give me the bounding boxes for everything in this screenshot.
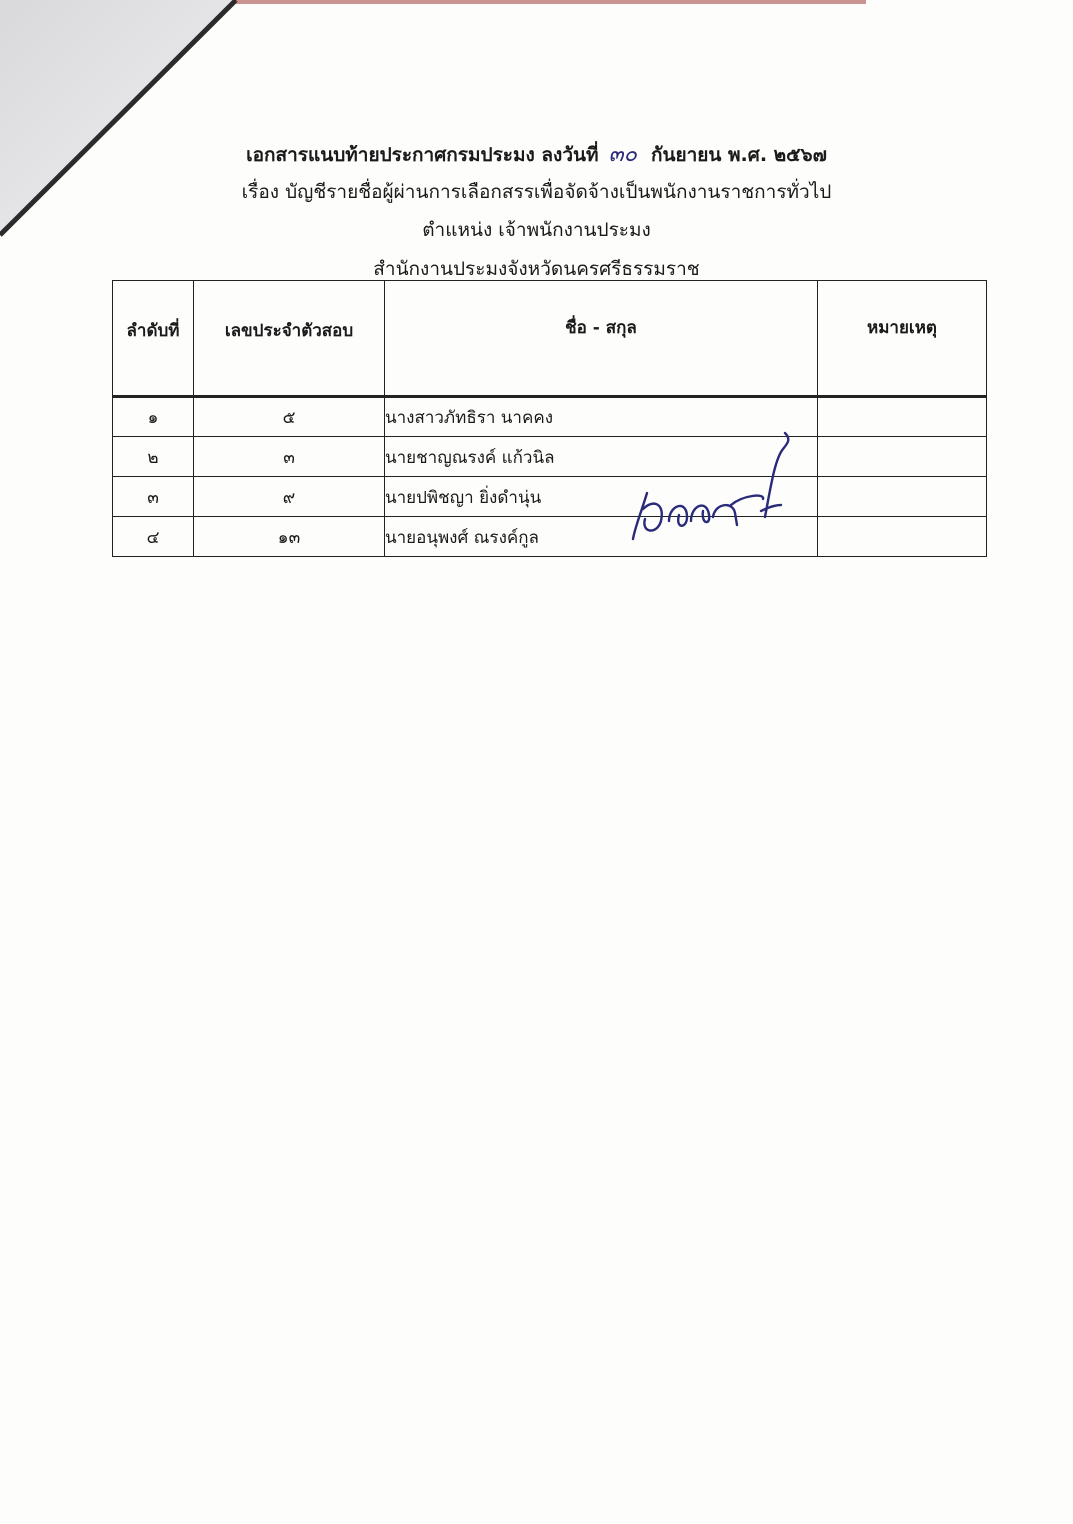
cell-exam-id: ๙ bbox=[194, 477, 385, 517]
cell-note bbox=[818, 517, 987, 557]
cell-exam-id: ๓ bbox=[194, 437, 385, 477]
col-header-order: ลำดับที่ bbox=[113, 281, 194, 397]
handwritten-day: ๓๐ bbox=[608, 142, 637, 167]
table-header-row bbox=[113, 281, 987, 397]
table-row bbox=[113, 397, 987, 437]
cell-order: ๒ bbox=[113, 437, 194, 477]
table-row bbox=[113, 517, 987, 557]
cell-order: ๓ bbox=[113, 477, 194, 517]
cell-order: ๔ bbox=[113, 517, 194, 557]
paper-top-edge bbox=[236, 0, 866, 4]
cell-name: นายชาญณรงค์ แก้วนิล bbox=[385, 437, 818, 477]
doc-subject: เรื่อง บัญชีรายชื่อผู้ผ่านการเลือกสรรเพื่อจัดจ้างเป็นพนักงานราชการทั่วไป bbox=[241, 181, 832, 203]
table-row bbox=[113, 437, 987, 477]
cell-name: นายอนุพงศ์ ณรงค์กูล bbox=[385, 517, 818, 557]
table-row bbox=[113, 477, 987, 517]
cell-note bbox=[818, 437, 987, 477]
col-header-exam-id: เลขประจำตัวสอบ bbox=[194, 281, 385, 397]
candidate-table bbox=[112, 280, 987, 557]
handwritten-signature bbox=[625, 425, 795, 545]
col-header-note: หมายเหตุ bbox=[818, 281, 987, 397]
doc-title: เอกสารแนบท้ายประกาศกรมประมง ลงวันที่ ๓๐ กันยายน พ.ศ. ๒๕๖๗ bbox=[246, 142, 827, 167]
cell-note bbox=[818, 397, 987, 437]
cell-note bbox=[818, 477, 987, 517]
cell-name: นายปพิชญา ยิ่งดำนุ่น bbox=[385, 477, 818, 517]
cell-order: ๑ bbox=[113, 397, 194, 437]
cell-exam-id: ๑๓ bbox=[194, 517, 385, 557]
page-fold-corner bbox=[0, 0, 240, 240]
doc-position: ตำแหน่ง เจ้าพนักงานประมง bbox=[422, 219, 651, 241]
doc-office: สำนักงานประมงจังหวัดนครศรีธรรมราช bbox=[373, 258, 700, 280]
col-header-name: ชื่อ - สกุล bbox=[385, 281, 818, 397]
cell-name: นางสาวภัทธิรา นาคคง bbox=[385, 397, 818, 437]
cell-exam-id: ๕ bbox=[194, 397, 385, 437]
